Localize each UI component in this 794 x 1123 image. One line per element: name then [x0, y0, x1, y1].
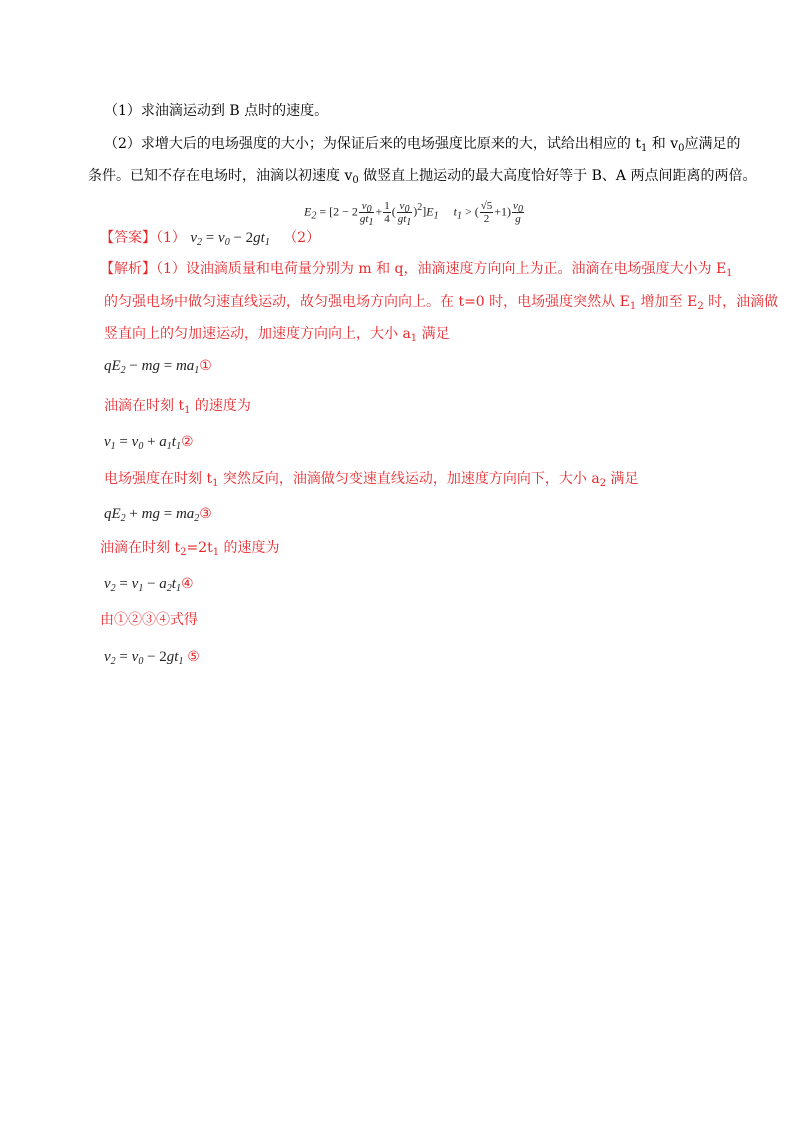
step-4-text: 油滴在时刻 $t_2=2t_1$ 的速度为	[100, 540, 280, 558]
question-2-line-2: 条件。已知不存在电场时，油滴以初速度 $v_0$ 做竖直上抛运动的最大高度恰好等于 B、A 两点间距离的两倍。	[88, 168, 757, 186]
equation-4: $v_2 = v_1$ − $a_2t_1④$	[104, 576, 194, 594]
analysis-line-3: 竖直向上的匀加速运动，加速度方向向上，大小 $a_1$ 满足	[104, 326, 450, 344]
analysis-label: 【解析】	[100, 261, 156, 277]
answer-line: 【答案】（1） $v_2 = v_0 - 2gt_1$ （2）	[100, 230, 321, 248]
equation-3: $qE_2$ + mg = $ma_2③$	[104, 506, 212, 524]
answer-formula-2: $E_2 = [2 - 2$ $\frac{v_0}{gt_1}$ + $\frac{1}{4}$ ( $\frac{v_0}{gt_1}$ )$^2]E_1$ $t_1$ > ( $\frac{√5}{2}$ +1) $\frac{v_0}{g}$	[304, 200, 523, 228]
step-5-text: 由①②③④式得	[100, 612, 198, 628]
analysis-line-2: 的匀强电场中做匀速直线运动，故匀强电场方向向上。在 t=0 时，电场强度突然从 $E_1$ 增加至 $E_2$ 时，油滴做	[104, 294, 779, 312]
equation-5: $v_2 = v_0 - 2gt_1$ ⑤	[104, 649, 200, 667]
step-2-text: 油滴在时刻 $t_1$ 的速度为	[104, 398, 251, 416]
answer-formula-1: $v_2 = v_0 - 2gt_1$	[190, 230, 270, 248]
step-3-text: 电场强度在时刻 $t_1$ 突然反向，油滴做匀变速直线运动，加速度方向向下，大小 $a_2$ 满足	[104, 471, 639, 489]
question-2-line-1: （2）求增大后的电场强度的大小；为保证后来的电场强度比原来的大，试给出相应的 $t_1$ 和 $v_0$应满足的	[104, 136, 741, 154]
analysis-line-1: 【解析】（1）设油滴质量和电荷量分别为 m 和 q，油滴速度方向向上为正。油滴在电场强度大小为 $E_1$	[100, 261, 733, 279]
equation-2: $v_1 = v_0$ + $a_1t_1②$	[104, 434, 194, 452]
question-1: （1）求油滴运动到 B 点时的速度。	[104, 103, 329, 119]
equation-1: $qE_2$ − mg = $ma_1①$	[104, 358, 212, 376]
answer-label: 【答案】	[100, 230, 156, 246]
